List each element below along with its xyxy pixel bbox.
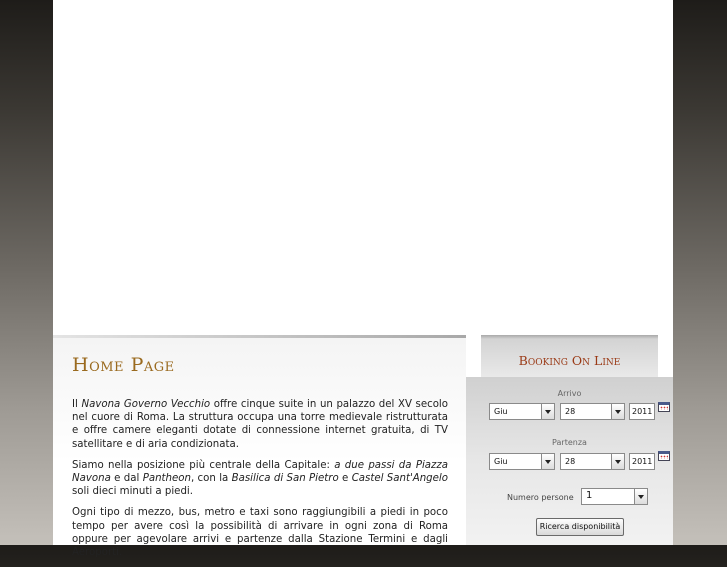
hero-image-area	[53, 0, 673, 335]
chevron-down-icon[interactable]	[611, 454, 624, 469]
booking-tab	[481, 335, 658, 377]
page-title: Home Page	[72, 354, 175, 376]
departure-month-select[interactable]: Giu	[489, 453, 555, 470]
paragraph-1: Il Navona Governo Vecchio offre cinque suite in un palazzo del XV secolo nel cuore di Roma. La struttura occupa una torre medievale ristrutturata e offre camere eleganti dotate di connessione internet gratuita, di TV satellitare e di aria condizionata.	[72, 399, 448, 450]
chevron-down-icon[interactable]	[541, 404, 554, 419]
booking-form	[466, 377, 673, 545]
arrival-month-select[interactable]: Giu	[489, 403, 555, 420]
arrival-label: Arrivo	[557, 389, 582, 398]
departure-day-select[interactable]: 28	[560, 453, 625, 470]
chevron-down-icon[interactable]	[611, 404, 624, 419]
arrival-day-select[interactable]: 28	[560, 403, 625, 420]
persons-label: Numero persone	[507, 493, 574, 502]
hotel-name: Navona Governo Vecchio	[81, 399, 211, 410]
chevron-down-icon[interactable]	[541, 454, 554, 469]
departure-label: Partenza	[552, 438, 587, 447]
departure-year-field[interactable]: 2011	[629, 453, 655, 470]
booking-title: Booking On Line	[518, 353, 621, 368]
chevron-down-icon[interactable]	[634, 489, 647, 504]
paragraph-3: Ogni tipo di mezzo, bus, metro e taxi sono raggiungibili a piedi in poco tempo per avere così la possibilità di arrivare in ogni zona di Roma oppure per agevolare arrivi e partenze dalla Stazione Termini e dagli Aeroporti.	[72, 507, 448, 559]
calendar-icon[interactable]	[658, 451, 670, 461]
intro-text	[72, 398, 448, 567]
calendar-icon[interactable]	[658, 402, 670, 412]
content-panel	[53, 338, 466, 559]
paragraph-2: Siamo nella posizione più centrale della Capitale: a due passi da Piazza Navona e dal Pantheon, con la Basilica di San Pietro e Castel Sant'Angelo soli dieci minuti a piedi.	[72, 459, 448, 498]
arrival-year-field[interactable]: 2011	[629, 403, 655, 420]
persons-select[interactable]: 1	[581, 488, 648, 505]
search-availability-button[interactable]: Ricerca disponibilità	[536, 518, 624, 536]
